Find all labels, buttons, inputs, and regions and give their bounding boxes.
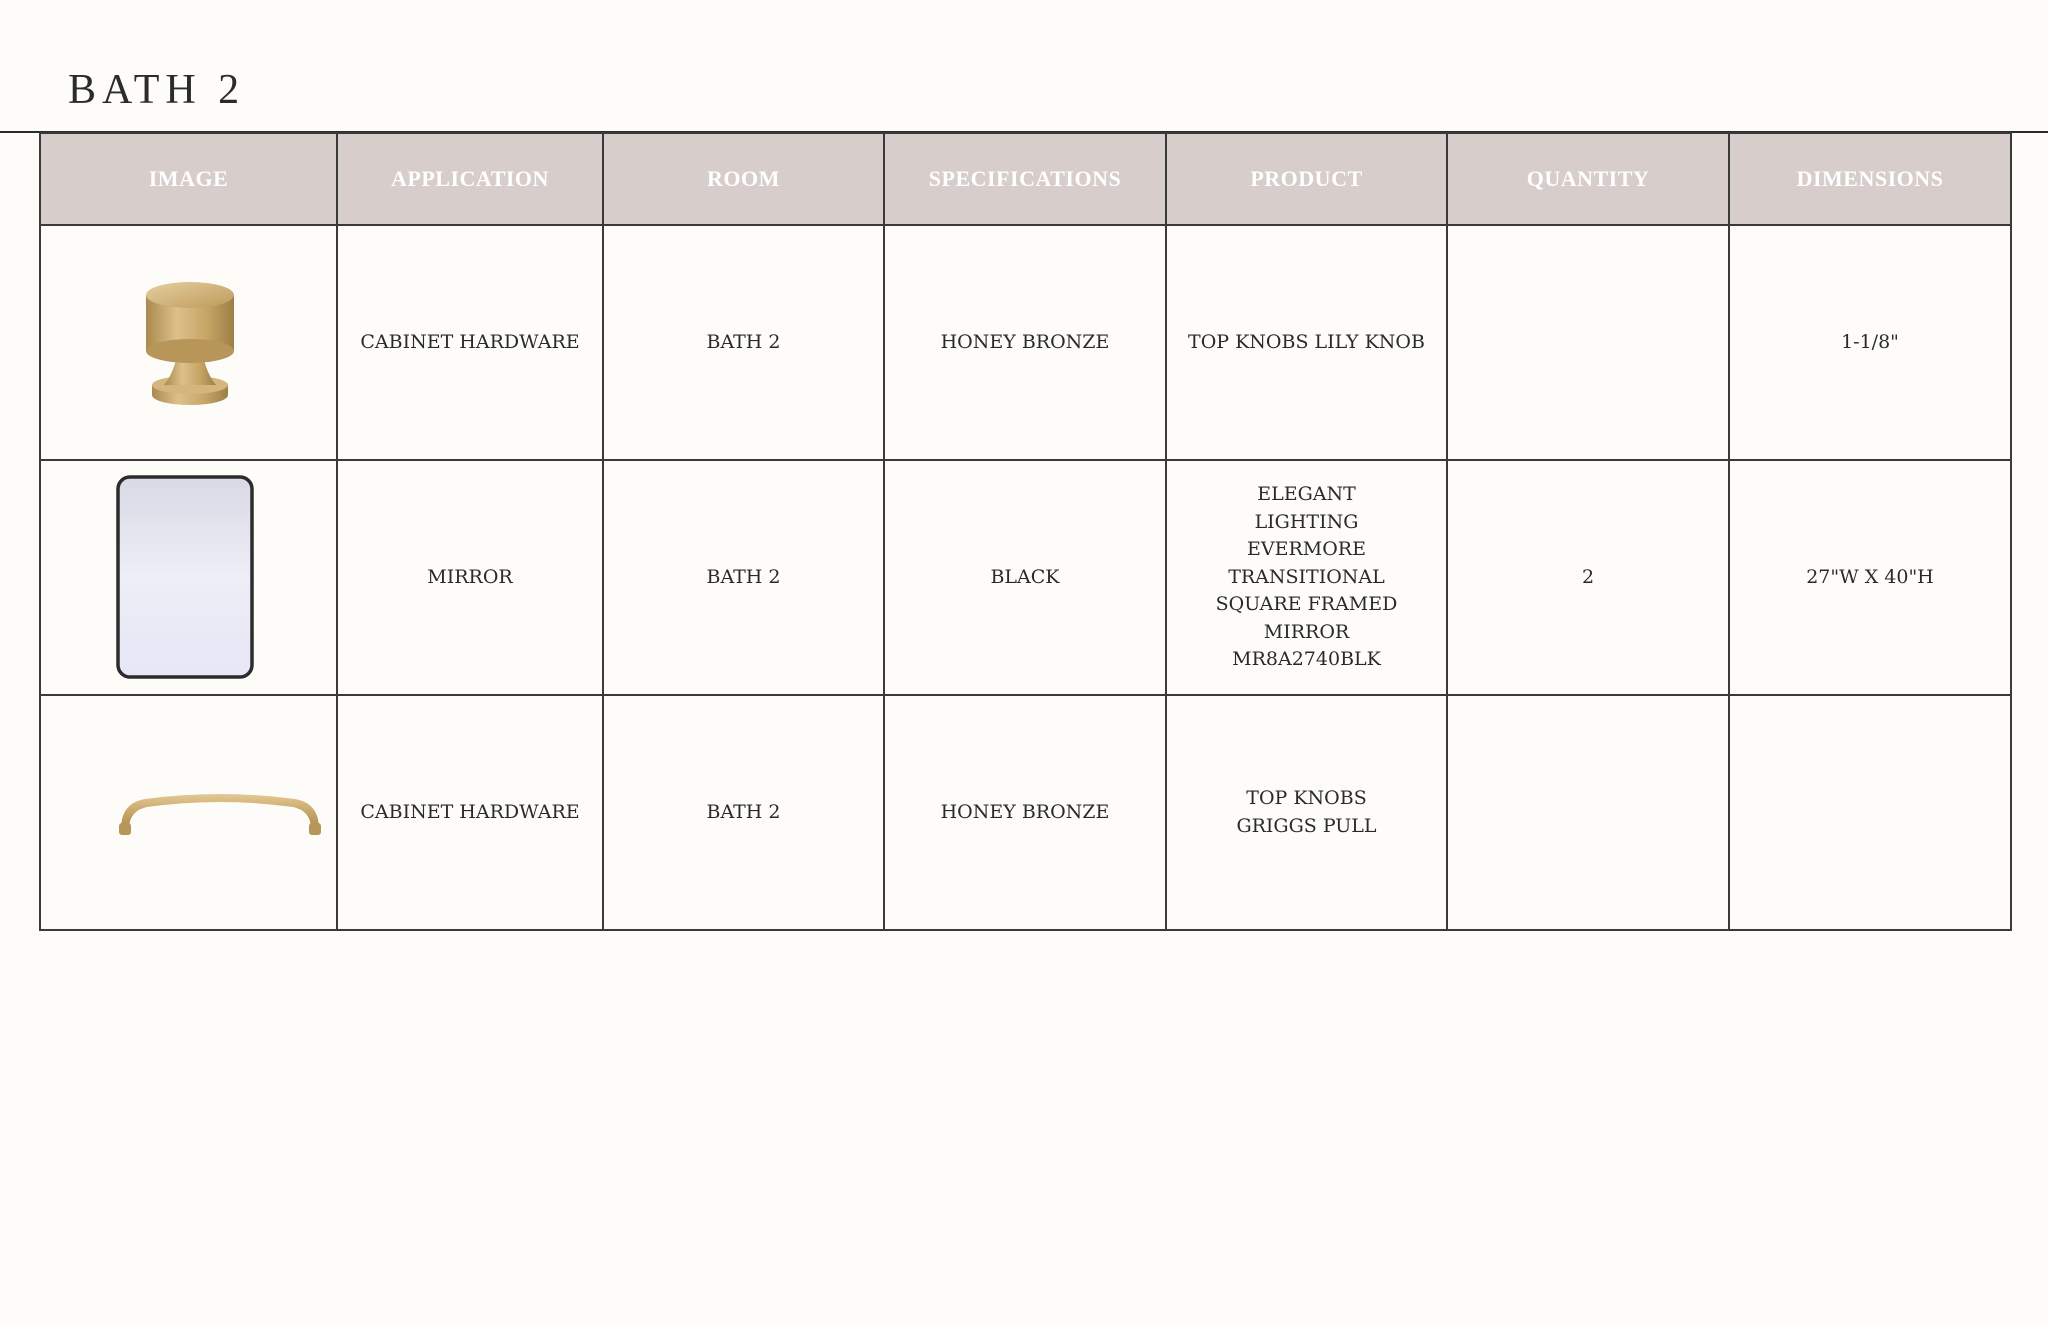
application-cell: MIRROR bbox=[337, 460, 603, 695]
dimensions-cell: 1-1/8" bbox=[1729, 225, 2011, 460]
header-product: PRODUCT bbox=[1166, 133, 1447, 225]
quantity-cell bbox=[1447, 695, 1729, 930]
application-cell: CABINET HARDWARE bbox=[337, 695, 603, 930]
specifications-cell: BLACK bbox=[884, 460, 1166, 695]
product-cell: TOP KNOBS LILY KNOB bbox=[1166, 225, 1447, 460]
room-cell: BATH 2 bbox=[603, 695, 884, 930]
room-cell: BATH 2 bbox=[603, 225, 884, 460]
application-cell: CABINET HARDWARE bbox=[337, 225, 603, 460]
framed-mirror-icon bbox=[114, 473, 258, 683]
page-title: BATH 2 bbox=[68, 67, 246, 113]
table-header-row bbox=[40, 133, 2011, 225]
header-quantity: QUANTITY bbox=[1447, 133, 1729, 225]
quantity-cell bbox=[1447, 225, 1729, 460]
dimensions-cell: 27"W X 40"H bbox=[1729, 460, 2011, 695]
header-dimensions: DIMENSIONS bbox=[1729, 133, 2011, 225]
quantity-cell: 2 bbox=[1447, 460, 1729, 695]
header-application: APPLICATION bbox=[337, 133, 603, 225]
specifications-cell: HONEY BRONZE bbox=[884, 225, 1166, 460]
table-row bbox=[40, 460, 2011, 695]
image-cell bbox=[40, 460, 337, 695]
dimensions-cell bbox=[1729, 695, 2011, 930]
header-specifications: SPECIFICATIONS bbox=[884, 133, 1166, 225]
header-image: IMAGE bbox=[40, 133, 337, 225]
room-cell: BATH 2 bbox=[603, 460, 884, 695]
specifications-cell: HONEY BRONZE bbox=[884, 695, 1166, 930]
table-row bbox=[40, 225, 2011, 460]
product-cell: ELEGANT LIGHTING EVERMORE TRANSITIONAL SQUARE FRAMED MIRROR MR8A2740BLK bbox=[1166, 460, 1447, 695]
table-row bbox=[40, 695, 2011, 930]
image-cell bbox=[40, 695, 337, 930]
header-room: ROOM bbox=[603, 133, 884, 225]
cabinet-pull-icon bbox=[115, 783, 325, 843]
spec-table bbox=[39, 132, 2012, 931]
product-cell: TOP KNOBS GRIGGS PULL bbox=[1166, 695, 1447, 930]
image-cell bbox=[40, 225, 337, 460]
cabinet-knob-icon bbox=[134, 273, 244, 413]
